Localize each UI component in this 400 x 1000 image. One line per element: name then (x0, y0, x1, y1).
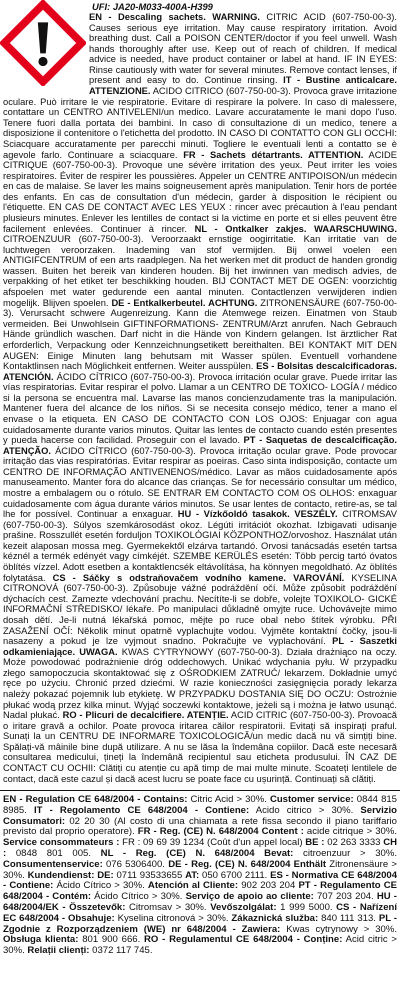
warning-paragraph (3, 150, 397, 234)
warning-paragraph (3, 361, 397, 445)
regulation-entry-body: citroenzuur > 30%. (293, 847, 397, 859)
regulation-entry-body: 076 5306400. (102, 858, 169, 870)
warning-paragraph-body: CITRIC ACID (607-750-00-3). Causes serious eye irritation. May cause respiratory irritation. Avoid breathing dust. Call a POISON CENTER/doctor if you feel unwell. Wash hands thoroughly after use. Keep out of reach of children. If medical advice is needed, have product container or label at hand. IF IN EYES: Rinse cautiously with water for several minutes. Remove contact lenses, if present and easy to do. Continue rinsing. (89, 12, 397, 86)
regulation-entry-heading: FR - Reg. (CE) N. 648/2004 Content : (137, 826, 304, 838)
regulation-entry-body: 050 6700 2111. (199, 869, 271, 881)
regulation-entry-body: Kyselina citronová > 30%. (114, 912, 232, 924)
warning-paragraph-body: ÁCIDO CÍTRICO (607-750-00-3). Provoca irritação ocular grave. Pode provocar irritação das vias respiratórias. Evitar respirar as poeiras. Caso sinta indisposição, contacte um CENTRO DE INFORMAÇÃO ANTIVENENOS/médico. Lavar as mãos cuidadosamente após manuseamento. Manter fora do alcance das crianças. Se for necessário consultar um médico, mostre a embalagem ou o rótulo. SE ENTRAR EM CONTACTO COM OS OLHOS: enxaguar cuidadosamente com água durante vários minutos. Se usar lentes de contacto, retire-as, se tal lhe for possível. Continuar a enxaguar. (3, 445, 397, 520)
regulation-entry-body: Ácido Cítrico > 30%. (91, 891, 186, 903)
regulation-entry-body: 902 203 204 (238, 880, 299, 892)
regulation-entry (3, 837, 305, 848)
warning-paragraph-heading: ES - Bolsitas descalcificadoras. ATENCIÓN. (3, 361, 397, 382)
warning-paragraph-body: ÁCIDO CÍTRICO (607-750-00-3). Provoca irritación ocular grave. Puede irritar las vías respiratorias. Evitar respirar el polvo. Llamar a un CENTRO DE TOXICO- LOGÍA / médico si la persona se encuentra mal. Lavarse las manos concienzudamente tras la manipulación. Mantener fuera del alcance de los niños. Si se necesita consejo médico, tener a mano el envase o la etiqueta. EN CASO DE CONTACTO CON LOS OJOS: Enjuagar con agua cuidadosamente durante varios minutos. Quitar las lentes de contacto cuando estén presentes y pueda hacerse con facilidad. Proseguir con el lavado. (3, 371, 397, 446)
regulation-entry-heading: CH : (3, 837, 397, 859)
regulation-entry-heading: DE - Reg. (CE) N. 648/2004 Enthält (168, 858, 327, 870)
regulation-entry (3, 859, 168, 870)
regulation-entry (186, 891, 377, 902)
warning-paragraph (3, 710, 397, 783)
warning-paragraph-heading: PL - Saszetki odkamieniające. UWAGA. (3, 636, 397, 657)
regulation-entry-body: Ácido Cítrico > 30%. (53, 880, 148, 892)
warning-paragraph-body: ACIDO CITRICO (607-750-00-3). Provoca grave irritazione oculare. Può irritare le vie respiratorie. Evitare di respirare la polvere. In caso di malessere, contattare un CENTRO ANTIVELENI/un medico. Lavare accuratamente le mani dopo l'uso. Tenere fuori dalla portata dei bambini. In caso di consultazione di un medico, tenere a disposizione il contenitore o l'etichetta del prodotto. IN CASO DI CONTATTO CON GLI OCCHI: Sciacquare accuratamente per parecchi minuti. Togliere le eventuali lenti a contatto se è agevole farlo. Continuare a sciacquare. (3, 86, 397, 160)
regulation-entry-body: 801 900 666. (78, 934, 145, 946)
warning-paragraph-heading: EN - Descaling sachets. WARNING. (89, 12, 260, 22)
warning-paragraph-heading: DE - Entkalkerbeutel. ACHTUNG. (111, 297, 258, 308)
regulation-entry-heading: IT - Regolamento CE 648/2004 - Contiene: (34, 804, 250, 816)
regulation-entry (305, 837, 383, 848)
hazard-warnings-text (3, 12, 397, 788)
regulation-entry-body: Kwas cytrynowy > 30%. (280, 923, 397, 935)
regulation-entry-heading: NL - Reg. (CE) N. 648/2004 Bevat: (100, 847, 294, 859)
regulation-paragraphs (3, 795, 397, 956)
warning-paragraph (3, 75, 397, 159)
warning-paragraph-body: KWAS CYTRYNOWY (607-750-00-3). Działa drażniąco na oczy. Może powodować podrażnienie dróg oddechowych. Unikać wdychania pyłu. W przypadku złego samopoczucia skontaktować się z OŚRODKIEM ZATRUĆ/ lekarzem. Dokładnie umyć ręce po użyciu. Chronić przed dziećmi. W razie konieczności zasięgnięcia porady lekarza należy pokazać pojemnik lub etykietę. W PRZYPADKU DOSTANIA SIĘ DO OCZU: Ostrożnie płukać wodą przez kilka minut. Wyjąć soczewki kontaktowe, jeżeli są i można je łatwo usunąć. Nadal płukać. (3, 646, 397, 721)
regulation-entry-heading: Customer service: (269, 795, 354, 805)
warning-paragraph-heading: IT - Bustine anticalcare. ATTENZIONE. (89, 75, 397, 97)
warning-paragraphs (3, 12, 397, 784)
warning-paragraph-heading: FR - Sachets détartrants. ATTENTION. (183, 149, 364, 160)
regulation-entry-body: 840 111 313. (318, 912, 379, 924)
regulation-entry-heading: Consumentenservice: (3, 858, 103, 870)
ufi-code: UFI: JA20-M033-400A-H399 (92, 1, 213, 12)
regulation-entry-heading: HU - 648/2004/EK - Összetevők: (3, 891, 397, 913)
warning-paragraph (3, 573, 397, 646)
warning-paragraph (3, 224, 397, 308)
warning-paragraph (3, 636, 397, 720)
warning-paragraph (3, 509, 397, 582)
warning-paragraph-heading: RO - Plicuri de decalcifiere. ATENȚIE. (62, 710, 229, 721)
regulation-entry-body: Acido citrico > 30%. (249, 804, 361, 816)
warning-paragraph-body: CITROMSAV (607-750-00-3). Súlyos szemkárosodást okoz. Légúti irritációt okozhat. Izbigavati udisanje prašine. Rosszullét esetén forduljon TOXIKOLÓGIAI KÖZPONTHOZ/orvoshoz. Használat után kezeit alaposan mossa meg. Gyermekektől elzárva tartandó. Orvosi tanácsadás esetén tartsa kéznél a termék edényét vagy címkéjét. SZEMBE KERÜLÉS esetén: Több percig tartó óvatos öblítés vízzel. Adott esetben a kontaktlencsék eltávolítása, ha könnyen megoldható. Az öblítés folytatása. (3, 509, 397, 583)
regulation-entry-heading: Obsługa klienta: (3, 934, 79, 946)
warning-paragraph (3, 435, 397, 519)
regulation-entry-body: 1 999 5000. (276, 901, 337, 913)
warning-paragraph (3, 298, 397, 371)
regulation-entry-body: acide citrique > 30%. (303, 826, 397, 838)
regulation-entry-body: 0844 815 8985. (3, 795, 397, 816)
regulation-entry (3, 934, 144, 945)
regulation-entry-heading: PL - Zgodnie z Rozporządzeniem (WE) nr 648/2004 - Zawiera: (3, 912, 397, 935)
regulation-entry-body: Acid citric > 30%. (3, 934, 397, 957)
warning-paragraph-heading: NL - Ontkalker zakjes. WAARSCHUWING. (194, 223, 397, 234)
regulation-entry (28, 870, 186, 881)
regulation-entry-body: 0372 117 745. (89, 945, 153, 957)
warning-paragraph-heading: PT - Saquetas de descalcificação. ATENÇÃO. (3, 435, 397, 456)
warning-paragraph-heading: CS - Sáčky s odstraňovačem vodního kamene. VAROVÁNÍ. (52, 572, 345, 583)
section-divider (0, 790, 400, 791)
regulation-entry-heading: Vevőszolgálat: (210, 901, 277, 913)
regulation-entry (101, 848, 397, 859)
regulation-entry-body: 02 20 30 (Al costo di una chiamata a rete fissa secondo il piano tariffario previsto dal proprio operatore). (3, 815, 397, 838)
regulation-entry-heading: Kundendienst: DE: (27, 869, 114, 881)
regulation-entry-heading: Atención al Cliente: (147, 880, 239, 892)
regulation-entry-heading: Serviço de apoio ao cliente: (185, 891, 314, 903)
regulation-entry-body: 02 263 3333 (324, 837, 384, 849)
regulation-entry (138, 826, 397, 837)
regulation-entry-body: 0848 801 005. (6, 847, 101, 859)
regulation-entry-body: FR : 09 69 39 1234 (Coût d'un appel local) (119, 837, 306, 849)
regulation-entry (27, 945, 152, 956)
regulation-entry (231, 913, 378, 924)
warning-paragraph-heading: HU - Vízkőoldó tasakok. VESZÉLY. (177, 509, 338, 520)
regulation-entry-heading: ES - Normativa CE 648/2004 - Contiene: (3, 869, 397, 892)
regulation-entry-body: Citric Acid > 30%. (187, 795, 270, 805)
pictogram-space (3, 12, 89, 88)
warning-paragraph-body: ACID CITRIC (607-750-00-3). Provoacă o iritare gravă a ochilor. Poate provoca iritarea căilor respiratorii. Evitați să inspirați praful. Sunați la un CENTRU DE INFORMARE TOXICOLOGICĂ/un medic dacă nu vă simțiți bine. Spălați-vă mâinile bine după utilizare. A nu se lăsa la îndemâna copiilor. Dacă este necesară consultarea medicului, țineți la îndemână recipientul sau eticheta produsului. ÎN CAZ DE CONTACT CU OCHII: Clătiți cu atenție cu apă timp de mai multe minute. Scoateți lentilele de contact, dacă este cazul și dacă acest lucru se poate face cu ușurință. Continuați să clătiți. (3, 710, 397, 784)
regulation-entry-heading: PT - Regulamento CE 648/2004 - Contém: (3, 880, 397, 903)
regulation-entry-heading: RO - Regulamentul CE 648/2004 - Conține: (144, 934, 343, 946)
regulation-entry (3, 795, 270, 805)
regulation-entry-body: Citromsav > 30%. (125, 901, 211, 913)
regulation-entry-body: Zitronensäure > 30%. (3, 858, 397, 881)
regulation-entry-heading: Relații clienți: (27, 945, 90, 957)
regulation-entry-heading: EN - Regulation CE 648/2004 - Contains: (3, 795, 188, 805)
regulation-info-text (3, 795, 397, 997)
warning-paragraph-body: ZITRONENSÄURE (607-750-00-3). Verursacht schwere Augenreizung. Kann die Atemwege reizen. Einatmen von Staub vermeiden. Bei Unwohlsein GIFTINFORMATIONS- ZENTRUM/Arzt anrufen. Nach Gebrauch Hände gründlich waschen. Darf nicht in die Hände von Kindern gelangen. Ist ärztlicher Rat erforderlich, Verpackung oder Kennzeichnungsetikett bereithalten. BEI KONTAKT MIT DEN AUGEN: Einige Minuten lang behutsam mit Wasser spülen. Eventuell vorhandene Kontaktlinsen nach Möglichkeit entfernen. Weiter ausspülen. (3, 297, 397, 372)
regulation-entry-heading: AT: (185, 869, 200, 881)
regulation-entry-heading: BE : (305, 837, 325, 849)
regulation-entry-heading: Zákaznická služba: (231, 912, 319, 924)
regulation-entry (210, 902, 336, 913)
regulation-entry-heading: Service consommateurs : (3, 837, 120, 849)
regulation-entry (148, 880, 299, 891)
warning-paragraph-body: KYSELINA CITRONOVÁ (607-750-00-3). Způsobuje vážné podráždění očí. Může způsobit podráždění dýchacích cest. Zamezte vdechování prachu. Necítíte-li se dobře, volejte TOXIKOLO- GICKÉ INFORMAČNÍ STŘEDISKO/ lékaře. Po manipulaci důkladně omyjte ruce. Uchovávejte mimo dosah dětí. Je-li nutná lékařská pomoc, mějte po ruce obal nebo štítek výrobku. PŘI ZASAŽENÍ OČÍ: Několik minut opatrně vyplachujte vodou. Vyjměte kontaktní čočky, jsou-li nasazeny a pokud je lze vyjmout snadno. Pokračujte ve vyplachování. (3, 572, 397, 647)
regulation-entry-body: 0711 93533655 (113, 869, 186, 881)
regulation-entry (185, 870, 270, 881)
warning-paragraph-body: ACIDE CITRIQUE (607-750-00-3). Provoque une sévère irritation des yeux. Peut irriter les voies respiratoires. Éviter de respirer les poussières. Appeler un CENTRE ANTIPOISON/un médecin en cas de malaise. Se laver les mains soigneusement après manipulation. Tenir hors de portée des enfants. En cas de consultation d'un médecin, garder à disposition le récipient ou l'étiquette. EN CAS DE CONTACT AVEC LES YEUX : rincer avec précaution à l'eau pendant plusieurs minutes. Enlever les lentilles de contact si la victime en porte et si elles peuvent être facilement enlevées. Continuer à rincer. (3, 149, 397, 234)
warning-paragraph-body: CITROENZUUR (607-750-00-3). Veroorzaakt ernstige oogirritatie. Kan irritatie van de luchtwegen veroorzaken. Inademing van stof vermijden. Bij onwel voelen een ANTIGIFCENTRUM of een arts raadplegen. Na het werken met dit product de handen grondig wassen. Buiten het bereik van kinderen houden. Bij het inwinnen van medisch advies, de verpakking of het etiket ter beschikking houden. BIJ CONTACT MET DE OGEN: voorzichtig afspoelen met water gedurende een aantal minuten. Contactlenzen verwijderen indien mogelijk. Blijven spoelen. (3, 234, 397, 308)
regulation-entry-body: 707 203 204. (313, 891, 377, 903)
regulation-entry-heading: CS - Nařízení EC 648/2004 - Obsahuje: (3, 901, 397, 924)
warning-paragraph (89, 12, 397, 85)
regulation-entry (34, 805, 360, 816)
regulation-entry-heading: Servizio Consumatori: (3, 804, 397, 827)
